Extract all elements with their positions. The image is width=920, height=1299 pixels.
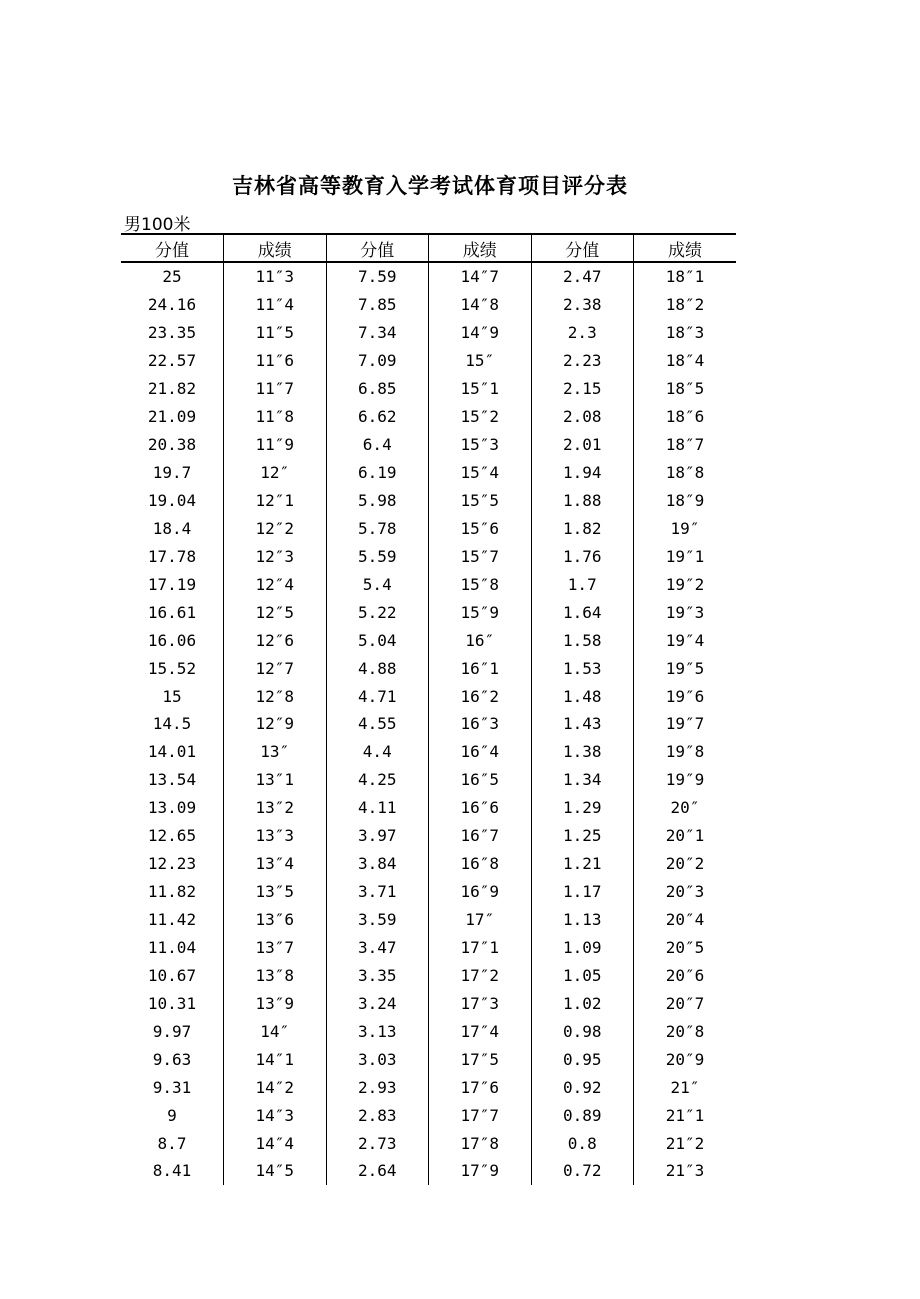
table-row: [121, 654, 736, 682]
score-cell: 1.02: [531, 989, 634, 1017]
table-row: [121, 1101, 736, 1129]
result-cell: 12″2: [224, 514, 327, 542]
score-cell: 3.84: [326, 850, 429, 878]
score-cell: 1.7: [531, 570, 634, 598]
event-label: 男100米: [124, 215, 191, 235]
score-cell: 1.48: [531, 682, 634, 710]
score-cell: 2.15: [531, 375, 634, 403]
score-cell: 7.59: [326, 262, 429, 291]
score-cell: 1.76: [531, 542, 634, 570]
score-cell: 5.98: [326, 487, 429, 515]
score-cell: 14.5: [152, 714, 192, 734]
result-cell: 19″9: [634, 766, 737, 794]
result-cell: 13″7: [224, 934, 327, 962]
result-cell: 19″4: [634, 626, 737, 654]
score-cell: 3.59: [326, 906, 429, 934]
score-cell: 10.31: [147, 993, 197, 1013]
score-cell: 8.41: [152, 1161, 192, 1181]
result-cell: 14″: [224, 1017, 327, 1045]
score-cell: 2.83: [326, 1101, 429, 1129]
score-cell: 4.4: [326, 738, 429, 766]
result-cell: 20″4: [634, 906, 737, 934]
result-cell: 18″3: [634, 319, 737, 347]
table-row: [121, 570, 736, 598]
score-cell: 18.4: [152, 518, 192, 538]
score-cell: 5.78: [326, 514, 429, 542]
score-cell: 3.71: [326, 878, 429, 906]
result-cell: 19″1: [634, 542, 737, 570]
table-row: [121, 934, 736, 962]
result-cell: 16″7: [429, 822, 532, 850]
score-cell: 0.72: [531, 1157, 634, 1185]
result-cell: 21″: [634, 1073, 737, 1101]
score-cell: 20.38: [147, 435, 197, 455]
result-cell: 12″3: [224, 542, 327, 570]
result-cell: 14″7: [429, 262, 532, 291]
score-cell: 0.98: [531, 1017, 634, 1045]
result-cell: 19″: [634, 514, 737, 542]
result-cell: 17″2: [429, 961, 532, 989]
result-cell: 12″5: [224, 598, 327, 626]
result-cell: 14″4: [224, 1129, 327, 1157]
score-cell: 5.22: [326, 598, 429, 626]
score-cell: 4.88: [326, 654, 429, 682]
result-cell: 11″3: [224, 262, 327, 291]
result-cell: 14″8: [429, 291, 532, 319]
score-cell: 1.34: [531, 766, 634, 794]
score-cell: 2.3: [531, 319, 634, 347]
score-cell: 3.03: [326, 1045, 429, 1073]
result-cell: 13″2: [224, 794, 327, 822]
result-cell: 11″4: [224, 291, 327, 319]
result-cell: 11″8: [224, 403, 327, 431]
table-row: [121, 906, 736, 934]
column-header: 分值: [121, 234, 224, 262]
table-row: [121, 738, 736, 766]
table-row: [121, 1073, 736, 1101]
score-cell: 8.7: [157, 1133, 187, 1153]
score-cell: 11.42: [147, 910, 197, 930]
table-row: [121, 878, 736, 906]
score-cell: 11.82: [147, 882, 197, 902]
result-cell: 12″6: [224, 626, 327, 654]
score-cell: 1.64: [531, 598, 634, 626]
table-row: [121, 431, 736, 459]
score-cell: 9.63: [152, 1049, 192, 1069]
table-row: [121, 850, 736, 878]
score-cell: 3.47: [326, 934, 429, 962]
score-table: [121, 233, 736, 1185]
score-cell: 3.13: [326, 1017, 429, 1045]
score-cell: 0.89: [531, 1101, 634, 1129]
table-row: [121, 1045, 736, 1073]
result-cell: 16″3: [429, 710, 532, 738]
result-cell: 18″1: [634, 262, 737, 291]
result-cell: 15″8: [429, 570, 532, 598]
result-cell: 15″1: [429, 375, 532, 403]
result-cell: 18″9: [634, 487, 737, 515]
result-cell: 15″: [429, 347, 532, 375]
result-cell: 13″3: [224, 822, 327, 850]
score-cell: 2.38: [531, 291, 634, 319]
table-row: [121, 487, 736, 515]
score-cell: 21.09: [147, 407, 197, 427]
score-cell: 11.04: [147, 937, 197, 957]
result-cell: 14″5: [224, 1157, 327, 1185]
column-header: 成绩: [634, 234, 737, 262]
score-cell: 1.05: [531, 961, 634, 989]
score-cell: 25: [162, 267, 182, 287]
result-cell: 20″7: [634, 989, 737, 1017]
score-cell: 0.8: [531, 1129, 634, 1157]
result-cell: 15″5: [429, 487, 532, 515]
score-cell: 1.58: [531, 626, 634, 654]
score-cell: 2.23: [531, 347, 634, 375]
score-cell: 2.64: [326, 1157, 429, 1185]
result-cell: 18″5: [634, 375, 737, 403]
result-cell: 17″7: [429, 1101, 532, 1129]
score-cell: 5.59: [326, 542, 429, 570]
result-cell: 20″9: [634, 1045, 737, 1073]
score-cell: 3.35: [326, 961, 429, 989]
result-cell: 16″4: [429, 738, 532, 766]
result-cell: 16″: [429, 626, 532, 654]
table-row: [121, 459, 736, 487]
score-cell: 4.11: [326, 794, 429, 822]
result-cell: 16″6: [429, 794, 532, 822]
table-row: [121, 1157, 736, 1185]
result-cell: 21″2: [634, 1129, 737, 1157]
result-cell: 17″1: [429, 934, 532, 962]
result-cell: 17″4: [429, 1017, 532, 1045]
score-cell: 1.82: [531, 514, 634, 542]
result-cell: 17″5: [429, 1045, 532, 1073]
result-cell: 18″2: [634, 291, 737, 319]
result-cell: 16″8: [429, 850, 532, 878]
score-cell: 16.06: [147, 630, 197, 650]
column-header: 成绩: [224, 234, 327, 262]
result-cell: 15″9: [429, 598, 532, 626]
result-cell: 20″3: [634, 878, 737, 906]
header-row: [121, 234, 736, 262]
score-cell: 12.65: [147, 826, 197, 846]
result-cell: 17″3: [429, 989, 532, 1017]
result-cell: 18″4: [634, 347, 737, 375]
score-cell: 17.78: [147, 546, 197, 566]
table-row: [121, 989, 736, 1017]
score-cell: 1.94: [531, 459, 634, 487]
result-cell: 15″7: [429, 542, 532, 570]
result-cell: 17″8: [429, 1129, 532, 1157]
score-cell: 17.19: [147, 574, 197, 594]
result-cell: 17″9: [429, 1157, 532, 1185]
table-row: [121, 375, 736, 403]
score-cell: 2.47: [531, 262, 634, 291]
score-cell: 9.31: [152, 1077, 192, 1097]
result-cell: 17″6: [429, 1073, 532, 1101]
result-cell: 19″6: [634, 682, 737, 710]
score-cell: 1.13: [531, 906, 634, 934]
score-cell: 2.93: [326, 1073, 429, 1101]
result-cell: 19″5: [634, 654, 737, 682]
score-cell: 4.71: [326, 682, 429, 710]
score-cell: 9.97: [152, 1021, 192, 1041]
result-cell: 15″3: [429, 431, 532, 459]
score-cell: 5.4: [326, 570, 429, 598]
result-cell: 13″4: [224, 850, 327, 878]
table-row: [121, 514, 736, 542]
score-cell: 15.52: [147, 658, 197, 678]
score-cell: 9: [167, 1105, 177, 1125]
score-cell: 19.7: [152, 463, 192, 483]
table-row: [121, 710, 736, 738]
table-row: [121, 766, 736, 794]
score-cell: 22.57: [147, 351, 197, 371]
result-cell: 12″7: [224, 654, 327, 682]
result-cell: 20″8: [634, 1017, 737, 1045]
score-cell: 21.82: [147, 379, 197, 399]
result-cell: 20″1: [634, 822, 737, 850]
result-cell: 14″9: [429, 319, 532, 347]
result-cell: 12″1: [224, 487, 327, 515]
score-cell: 4.25: [326, 766, 429, 794]
score-cell: 14.01: [147, 742, 197, 762]
result-cell: 19″7: [634, 710, 737, 738]
column-header: 分值: [531, 234, 634, 262]
score-cell: 12.23: [147, 854, 197, 874]
result-cell: 20″6: [634, 961, 737, 989]
score-cell: 2.73: [326, 1129, 429, 1157]
result-cell: 19″8: [634, 738, 737, 766]
score-cell: 1.88: [531, 487, 634, 515]
result-cell: 11″7: [224, 375, 327, 403]
score-cell: 7.09: [326, 347, 429, 375]
score-cell: 13.09: [147, 798, 197, 818]
score-cell: 5.04: [326, 626, 429, 654]
score-cell: 1.43: [531, 710, 634, 738]
table-row: [121, 822, 736, 850]
score-cell: 3.24: [326, 989, 429, 1017]
result-cell: 20″5: [634, 934, 737, 962]
score-cell: 0.95: [531, 1045, 634, 1073]
score-cell: 13.54: [147, 770, 197, 790]
table-body: [121, 262, 736, 1185]
result-cell: 12″: [224, 459, 327, 487]
table-row: [121, 1017, 736, 1045]
result-cell: 11″9: [224, 431, 327, 459]
result-cell: 12″9: [224, 710, 327, 738]
result-cell: 12″8: [224, 682, 327, 710]
score-cell: 19.04: [147, 490, 197, 510]
table-row: [121, 347, 736, 375]
column-header: 成绩: [429, 234, 532, 262]
table-row: [121, 291, 736, 319]
result-cell: 13″6: [224, 906, 327, 934]
table-row: [121, 961, 736, 989]
table-row: [121, 319, 736, 347]
result-cell: 16″1: [429, 654, 532, 682]
result-cell: 21″3: [634, 1157, 737, 1185]
result-cell: 13″5: [224, 878, 327, 906]
result-cell: 14″2: [224, 1073, 327, 1101]
score-cell: 7.34: [326, 319, 429, 347]
score-cell: 1.25: [531, 822, 634, 850]
result-cell: 11″5: [224, 319, 327, 347]
table-row: [121, 262, 736, 291]
result-cell: 12″4: [224, 570, 327, 598]
score-cell: 6.85: [326, 375, 429, 403]
table-row: [121, 598, 736, 626]
result-cell: 16″2: [429, 682, 532, 710]
score-cell: 4.55: [326, 710, 429, 738]
result-cell: 18″7: [634, 431, 737, 459]
table-row: [121, 1129, 736, 1157]
score-cell: 6.4: [326, 431, 429, 459]
score-cell: 1.29: [531, 794, 634, 822]
result-cell: 16″9: [429, 878, 532, 906]
result-cell: 14″1: [224, 1045, 327, 1073]
score-cell: 0.92: [531, 1073, 634, 1101]
table-row: [121, 794, 736, 822]
result-cell: 15″4: [429, 459, 532, 487]
result-cell: 13″1: [224, 766, 327, 794]
score-cell: 6.62: [326, 403, 429, 431]
result-cell: 14″3: [224, 1101, 327, 1129]
table-row: [121, 403, 736, 431]
result-cell: 21″1: [634, 1101, 737, 1129]
score-cell: 1.21: [531, 850, 634, 878]
score-cell: 2.01: [531, 431, 634, 459]
result-cell: 18″6: [634, 403, 737, 431]
result-cell: 13″8: [224, 961, 327, 989]
score-cell: 6.19: [326, 459, 429, 487]
result-cell: 19″3: [634, 598, 737, 626]
result-cell: 11″6: [224, 347, 327, 375]
score-cell: 1.38: [531, 738, 634, 766]
score-cell: 3.97: [326, 822, 429, 850]
table-row: [121, 542, 736, 570]
score-cell: 1.09: [531, 934, 634, 962]
result-cell: 13″: [224, 738, 327, 766]
result-cell: 19″2: [634, 570, 737, 598]
page-title: 吉林省高等教育入学考试体育项目评分表: [232, 174, 628, 198]
score-cell: 23.35: [147, 323, 197, 343]
score-cell: 15: [162, 686, 182, 706]
score-cell: 24.16: [147, 295, 197, 315]
column-header: 分值: [326, 234, 429, 262]
score-cell: 1.17: [531, 878, 634, 906]
table-row: [121, 626, 736, 654]
score-cell: 16.61: [147, 602, 197, 622]
result-cell: 18″8: [634, 459, 737, 487]
table-row: [121, 682, 736, 710]
result-cell: 13″9: [224, 989, 327, 1017]
result-cell: 20″: [634, 794, 737, 822]
score-cell: 7.85: [326, 291, 429, 319]
result-cell: 16″5: [429, 766, 532, 794]
result-cell: 20″2: [634, 850, 737, 878]
result-cell: 15″6: [429, 514, 532, 542]
score-cell: 2.08: [531, 403, 634, 431]
score-cell: 10.67: [147, 965, 197, 985]
result-cell: 15″2: [429, 403, 532, 431]
score-cell: 1.53: [531, 654, 634, 682]
result-cell: 17″: [429, 906, 532, 934]
